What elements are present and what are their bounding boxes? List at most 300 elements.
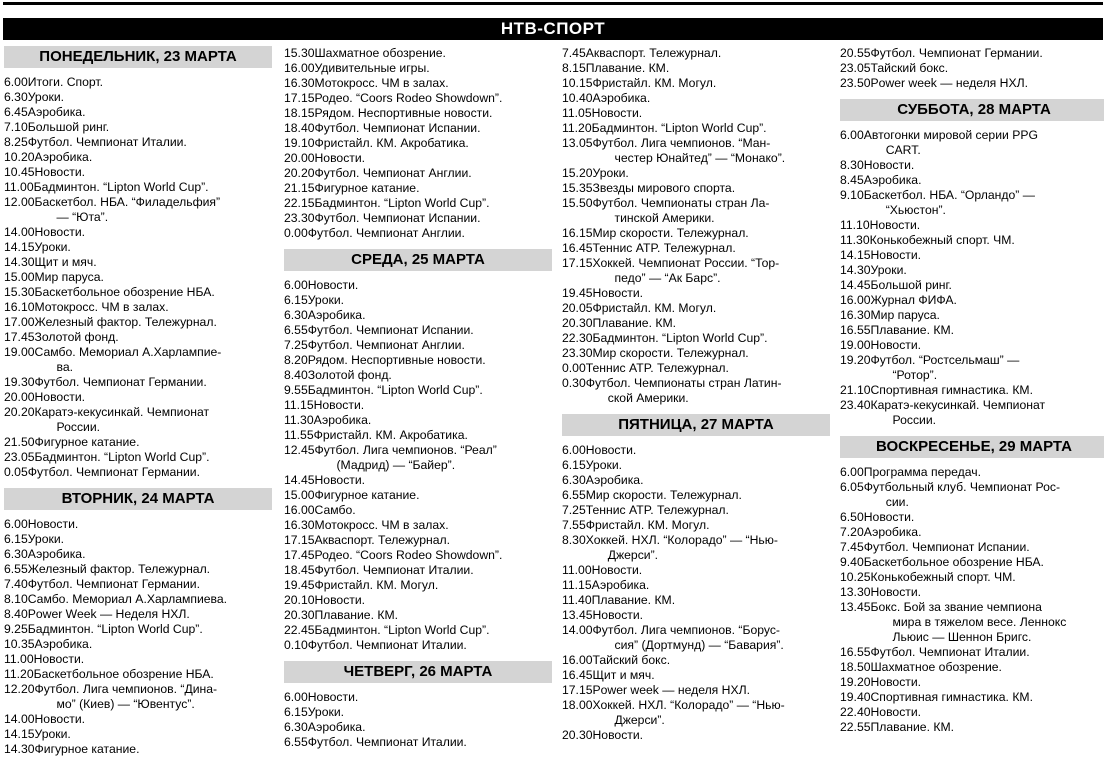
program-time: 6.00	[284, 278, 308, 292]
program-time: 6.00	[840, 465, 864, 479]
program-title: Родео. “Coors Rodeo Showdown”.	[314, 91, 503, 105]
program-title: Фристайл. КМ. Акробатика.	[313, 428, 468, 442]
program-time: 13.05	[562, 136, 593, 150]
program-item	[4, 562, 272, 577]
program-time: 12.00	[4, 195, 35, 209]
program-item	[562, 668, 830, 683]
program-list	[284, 46, 552, 241]
column-2	[284, 46, 552, 774]
program-item	[284, 46, 552, 61]
program-title-line: Хоккей. НХЛ. “Колорадо” — “Нью-	[592, 698, 785, 712]
program-item	[284, 151, 552, 166]
program-title: Теннис ATP. Тележурнал.	[585, 503, 729, 517]
program-item	[4, 405, 272, 435]
program-time: 16.55	[840, 323, 871, 337]
program-time: 10.15	[562, 76, 593, 90]
program-item	[562, 46, 830, 61]
program-time: 6.05	[840, 480, 864, 494]
program-time: 19.00	[4, 345, 35, 359]
program-title: Новости.	[870, 338, 922, 352]
program-item	[284, 338, 552, 353]
program-item	[284, 593, 552, 608]
program-time: 15.50	[562, 196, 593, 210]
program-title: Уроки.	[307, 293, 345, 307]
program-title: Футбол. Чемпионат Италии.	[307, 735, 467, 749]
program-title-line: Джерси”.	[614, 713, 665, 727]
program-time: 17.15	[562, 683, 593, 697]
program-list	[4, 517, 272, 757]
program-time: 10.20	[4, 150, 35, 164]
program-title: Футбол. Чемпионат Италии.	[870, 645, 1030, 659]
program-item	[284, 690, 552, 705]
program-title: Мир скорости. Тележурнал.	[592, 226, 749, 240]
program-title: Тайский бокс.	[592, 653, 671, 667]
program-title: Уроки.	[307, 705, 345, 719]
program-time: 15.35	[562, 181, 593, 195]
program-title: Аэробика.	[591, 578, 650, 592]
program-time: 23.30	[562, 346, 593, 360]
program-title	[593, 698, 831, 728]
program-title: Фристайл. КМ. Акробатика.	[314, 136, 469, 150]
program-item	[840, 570, 1104, 585]
program-time: 16.00	[284, 503, 315, 517]
program-time: 21.10	[840, 383, 871, 397]
program-time: 16.55	[840, 645, 871, 659]
program-title: Акваспорт. Тележурнал.	[585, 46, 722, 60]
program-time: 14.30	[4, 255, 35, 269]
program-title: Новости.	[863, 510, 915, 524]
program-item	[284, 443, 552, 473]
program-title: Новости.	[314, 151, 366, 165]
program-title: Баскетбольное обозрение НБА.	[34, 285, 215, 299]
program-title: Новости.	[307, 690, 359, 704]
program-title: Новости.	[592, 608, 644, 622]
program-item	[4, 135, 272, 150]
day-header: ВОСКРЕСЕНЬЕ, 29 МАРТА	[840, 436, 1104, 458]
day-header: ЧЕТВЕРГ, 26 МАРТА	[284, 661, 552, 683]
program-time: 10.40	[562, 91, 593, 105]
column-3	[562, 46, 830, 774]
program-title: Футбол. Чемпионат Испании.	[307, 323, 474, 337]
program-time: 8.40	[4, 607, 28, 621]
program-item	[4, 165, 272, 180]
program-title: Бадминтон. “Lipton World Cup”.	[592, 331, 768, 345]
day-header: ВТОРНИК, 24 МАРТА	[4, 488, 272, 510]
program-time: 17.45	[284, 548, 315, 562]
program-time: 14.15	[4, 240, 35, 254]
program-title: Шахматное обозрение.	[870, 660, 1002, 674]
program-time: 13.30	[840, 585, 871, 599]
program-item	[4, 450, 272, 465]
program-item	[840, 308, 1104, 323]
program-item	[840, 383, 1104, 398]
program-title: Рядом. Неспортивные новости.	[314, 106, 493, 120]
program-time: 8.20	[284, 353, 308, 367]
program-title: Плавание. КМ.	[591, 593, 676, 607]
program-item	[840, 645, 1104, 660]
program-item	[562, 533, 830, 563]
program-title-line: Автогонки мировой серии PPG	[863, 128, 1038, 142]
program-item	[562, 226, 830, 241]
program-title-line: Самбо. Мемориал А.Харлампие-	[34, 345, 222, 359]
program-list	[840, 465, 1104, 735]
program-title	[35, 345, 273, 375]
program-item	[4, 225, 272, 240]
program-item	[4, 532, 272, 547]
program-item	[840, 465, 1104, 480]
program-time: 9.55	[284, 383, 308, 397]
program-title: Аэробика.	[863, 525, 922, 539]
program-item	[284, 211, 552, 226]
program-item	[562, 91, 830, 106]
program-title: Уроки.	[592, 166, 629, 180]
program-time: 20.55	[840, 46, 871, 60]
program-title-line: CART.	[885, 143, 921, 157]
program-title: Плавание. КМ.	[870, 720, 954, 734]
program-title-line: России.	[56, 420, 101, 434]
program-title-line: “Хьюстон”.	[885, 203, 946, 217]
program-item	[4, 150, 272, 165]
program-item	[840, 248, 1104, 263]
program-title-line: мо” (Киев) — “Ювентус”.	[56, 697, 195, 711]
program-title: Удивительные игры.	[314, 61, 430, 75]
program-item	[284, 488, 552, 503]
program-item	[840, 338, 1104, 353]
program-item	[4, 517, 272, 532]
program-title: Плавание. КМ.	[870, 323, 954, 337]
program-title: Баскетбольное обозрение НБА.	[863, 555, 1044, 569]
program-time: 19.00	[840, 338, 871, 352]
program-title: Бадминтон. “Lipton World Cup”.	[591, 121, 767, 135]
program-time: 23.05	[4, 450, 35, 464]
program-time: 11.15	[562, 578, 592, 592]
program-time: 11.30	[840, 233, 870, 247]
program-time: 11.15	[284, 398, 314, 412]
program-time: 14.00	[4, 712, 35, 726]
program-title: Футбол. Чемпионат Германии.	[27, 465, 200, 479]
program-time: 12.20	[4, 682, 35, 696]
program-title-line: Футбол. Лига чемпионов. “Ман-	[592, 136, 771, 150]
program-title: Фристайл. КМ. Могул.	[592, 76, 717, 90]
program-title: Новости.	[591, 106, 643, 120]
top-rule	[3, 2, 1103, 5]
program-item	[284, 368, 552, 383]
program-item	[562, 623, 830, 653]
program-title: Новости.	[870, 585, 922, 599]
program-item	[562, 256, 830, 286]
program-title-line: честер Юнайтед” — “Монако”.	[614, 151, 786, 165]
program-title-line: Каратэ-кекусинкай. Чемпионат	[34, 405, 210, 419]
program-title: Новости.	[870, 705, 922, 719]
program-title-line: Футбол. “Ростсельмаш” —	[870, 353, 1020, 367]
program-item	[284, 503, 552, 518]
program-item	[4, 712, 272, 727]
program-title: Щит и мяч.	[34, 255, 97, 269]
program-item	[4, 742, 272, 757]
program-title: Плавание. КМ.	[592, 316, 676, 330]
column-4	[840, 46, 1104, 774]
program-time: 20.00	[4, 390, 35, 404]
program-time: 7.55	[562, 518, 586, 532]
program-item	[562, 488, 830, 503]
program-item	[4, 390, 272, 405]
program-title: Футбол. Чемпионат Испании.	[863, 540, 1030, 554]
program-title: Новости.	[314, 593, 366, 607]
program-item	[4, 727, 272, 742]
program-item	[284, 106, 552, 121]
program-item	[4, 622, 272, 637]
program-item	[840, 218, 1104, 233]
program-time: 22.30	[562, 331, 593, 345]
program-item	[840, 278, 1104, 293]
program-item	[4, 465, 272, 480]
program-item	[840, 600, 1104, 645]
program-title: Фристайл. КМ. Могул.	[592, 301, 717, 315]
program-item	[4, 435, 272, 450]
program-item	[4, 285, 272, 300]
program-title-line: Льюис — Шеннон Бригс.	[892, 630, 1032, 644]
program-item	[284, 278, 552, 293]
program-item	[562, 376, 830, 406]
program-time: 6.30	[4, 90, 28, 104]
program-title-line: Футбол. Лига чемпионов. “Борус-	[592, 623, 780, 637]
program-item	[284, 166, 552, 181]
program-title: Новости.	[307, 278, 359, 292]
program-item	[284, 121, 552, 136]
program-title	[593, 623, 831, 653]
program-title-line: Футбол. Чемпионаты стран Латин-	[585, 376, 782, 390]
program-title: Бадминтон. “Lipton World Cup”.	[314, 623, 490, 637]
program-time: 6.00	[4, 75, 28, 89]
program-item	[4, 637, 272, 652]
program-title: Мир паруса.	[870, 308, 940, 322]
program-item	[284, 323, 552, 338]
program-title: Уроки.	[27, 532, 65, 546]
program-item	[562, 136, 830, 166]
program-title: Звезды мирового спорта.	[592, 181, 736, 195]
program-title: Футбол. Чемпионат Испании.	[314, 121, 481, 135]
program-item	[4, 547, 272, 562]
program-title-line: мира в тяжелом весе. Леннокс	[892, 615, 1067, 629]
program-title	[871, 398, 1104, 428]
program-time: 9.25	[4, 622, 28, 636]
program-time: 6.55	[562, 488, 586, 502]
program-item	[284, 308, 552, 323]
program-item	[840, 398, 1104, 428]
program-time: 20.10	[284, 593, 315, 607]
program-item	[284, 473, 552, 488]
program-item	[284, 196, 552, 211]
program-item	[284, 398, 552, 413]
program-title: Бадминтон. “Lipton World Cup”.	[34, 450, 210, 464]
program-title	[593, 256, 831, 286]
program-time: 15.30	[4, 285, 35, 299]
program-title: Фигурное катание.	[314, 181, 420, 195]
program-item	[284, 735, 552, 750]
program-time: 11.10	[840, 218, 870, 232]
program-title: Уроки.	[870, 263, 907, 277]
program-title-line: Футбол. Лига чемпионов. “Дина-	[34, 682, 218, 696]
program-item	[284, 181, 552, 196]
program-title-line: сии.	[885, 495, 909, 509]
program-title: Аэробика.	[34, 150, 93, 164]
program-title: Футбол. Чемпионат Германии.	[870, 46, 1043, 60]
program-item	[284, 413, 552, 428]
program-title-line: Хоккей. Чемпионат России. “Тор-	[592, 256, 780, 270]
program-title	[871, 600, 1104, 645]
program-title: Мотокросс. ЧМ в залах.	[314, 518, 449, 532]
program-item	[562, 181, 830, 196]
program-time: 17.45	[4, 330, 35, 344]
program-time: 22.45	[284, 623, 315, 637]
program-title: Новости.	[34, 165, 86, 179]
program-time: 19.40	[840, 690, 871, 704]
program-title: Акваспорт. Тележурнал.	[314, 533, 450, 547]
program-time: 9.40	[840, 555, 864, 569]
program-title: Новости.	[27, 517, 79, 531]
program-item	[840, 510, 1104, 525]
program-time: 15.30	[284, 46, 315, 60]
day-header: СРЕДА, 25 МАРТА	[284, 249, 552, 271]
program-title: Фристайл. КМ. Могул.	[314, 578, 439, 592]
program-time: 16.45	[562, 668, 593, 682]
program-title: Футбол. Чемпионат Англии.	[314, 166, 472, 180]
program-time: 20.30	[562, 316, 593, 330]
program-item	[4, 120, 272, 135]
program-time: 23.40	[840, 398, 871, 412]
program-time: 8.45	[840, 173, 864, 187]
program-time: 18.50	[840, 660, 871, 674]
program-item	[562, 473, 830, 488]
column-1	[4, 46, 272, 774]
program-time: 19.20	[840, 353, 871, 367]
program-time: 13.45	[840, 600, 871, 614]
program-title-line: Футбол. Лига чемпионов. “Реал”	[314, 443, 497, 457]
program-time: 7.25	[284, 338, 308, 352]
program-title: Спортивная гимнастика. КМ.	[870, 383, 1033, 397]
program-item	[562, 518, 830, 533]
program-time: 14.15	[4, 727, 35, 741]
program-time: 8.25	[4, 135, 28, 149]
program-title: Футбол. Чемпионат Англии.	[307, 338, 465, 352]
program-time: 11.55	[284, 428, 314, 442]
day-header: ПЯТНИЦА, 27 МАРТА	[562, 414, 830, 436]
program-item	[284, 623, 552, 638]
program-title: Аэробика.	[27, 105, 86, 119]
program-title: Уроки.	[585, 458, 623, 472]
program-time: 6.00	[562, 443, 586, 457]
program-title: Мир паруса.	[34, 270, 104, 284]
program-time: 14.00	[562, 623, 593, 637]
program-item	[562, 121, 830, 136]
program-title: Мотокросс. ЧМ в залах.	[34, 300, 169, 314]
program-title	[586, 376, 830, 406]
program-time: 16.15	[562, 226, 593, 240]
program-item	[562, 653, 830, 668]
program-title: Мир скорости. Тележурнал.	[585, 488, 742, 502]
program-time: 14.45	[840, 278, 871, 292]
program-item	[562, 61, 830, 76]
program-time: 20.30	[562, 728, 593, 742]
program-time: 20.30	[284, 608, 315, 622]
program-time: 10.35	[4, 637, 35, 651]
program-time: 10.45	[4, 165, 35, 179]
program-title-line: педо” — “Ак Барс”.	[614, 271, 721, 285]
program-title	[864, 480, 1104, 510]
program-item	[4, 667, 272, 682]
program-title: Золотой фонд.	[307, 368, 392, 382]
program-item	[4, 577, 272, 592]
program-time: 6.30	[284, 720, 308, 734]
program-title: Футбол. Чемпионат Англии.	[307, 226, 465, 240]
program-item	[562, 331, 830, 346]
program-item	[4, 90, 272, 105]
program-time: 16.00	[840, 293, 871, 307]
program-item	[562, 166, 830, 181]
program-item	[840, 46, 1104, 61]
program-time: 8.15	[562, 61, 586, 75]
program-title: Аэробика.	[592, 91, 651, 105]
program-title: Теннис ATP. Тележурнал.	[585, 361, 729, 375]
program-time: 16.00	[284, 61, 315, 75]
program-title-line: Бокс. Бой за звание чемпиона	[870, 600, 1042, 614]
program-list	[284, 278, 552, 653]
program-time: 16.45	[562, 241, 593, 255]
program-item	[284, 136, 552, 151]
program-item	[284, 61, 552, 76]
program-time: 22.40	[840, 705, 871, 719]
program-time: 15.20	[562, 166, 593, 180]
program-time: 6.00	[4, 517, 28, 531]
program-item	[562, 593, 830, 608]
program-title-line: “Ротор”.	[892, 368, 938, 382]
program-list	[840, 46, 1104, 91]
program-title: Мир скорости. Тележурнал.	[592, 346, 749, 360]
program-item	[840, 233, 1104, 248]
program-title: Фигурное катание.	[314, 488, 420, 502]
program-title: Уроки.	[34, 240, 71, 254]
program-item	[284, 428, 552, 443]
program-time: 14.30	[840, 263, 871, 277]
program-title: Новости.	[592, 286, 644, 300]
program-title-line: Баскетбол. НБА. “Орландо” —	[863, 188, 1035, 202]
program-time: 7.25	[562, 503, 586, 517]
program-time: 19.45	[562, 286, 593, 300]
program-item	[840, 61, 1104, 76]
program-item	[562, 578, 830, 593]
program-title-line: России.	[892, 413, 937, 427]
program-item	[284, 578, 552, 593]
program-time: 18.40	[284, 121, 315, 135]
program-item	[840, 323, 1104, 338]
program-time: 14.00	[4, 225, 35, 239]
program-item	[562, 458, 830, 473]
program-time: 11.20	[4, 667, 34, 681]
program-title: Родео. “Coors Rodeo Showdown”.	[314, 548, 503, 562]
program-time: 21.15	[284, 181, 315, 195]
program-item	[4, 682, 272, 712]
program-title: Аэробика.	[34, 637, 93, 651]
program-list	[562, 46, 830, 406]
program-title: Плавание. КМ.	[585, 61, 670, 75]
program-time: 16.30	[840, 308, 871, 322]
program-title: Аэробика.	[307, 720, 366, 734]
program-time: 7.20	[840, 525, 864, 539]
program-title: Футбол. Чемпионат Испании.	[314, 211, 481, 225]
program-item	[284, 353, 552, 368]
program-item	[4, 255, 272, 270]
program-item	[4, 300, 272, 315]
